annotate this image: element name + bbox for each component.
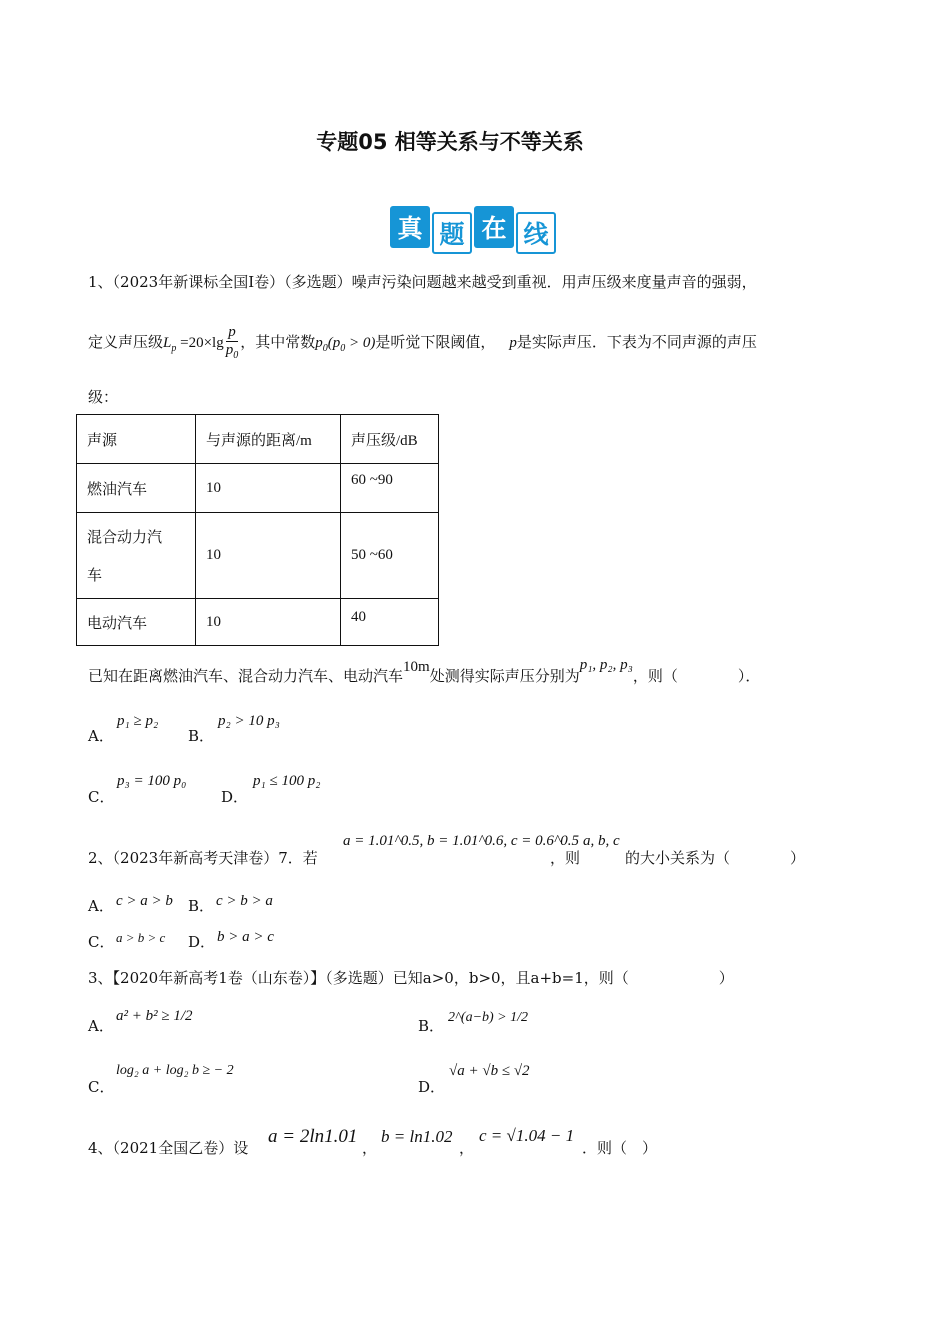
q1-option-b-label: B． — [188, 727, 215, 745]
badge-char-3: 在 — [474, 206, 514, 248]
q1-def-end: 是实际声压．下表为不同声源的声压 — [516, 333, 757, 351]
q1-def-mid2: 是听觉下限阈值， — [375, 333, 496, 351]
q3-option-b-label: B． — [418, 1017, 445, 1035]
table-row — [77, 415, 439, 464]
q2-end: 的大小关系为（ ） — [625, 849, 806, 867]
q1-def-cont: 级： — [88, 388, 119, 406]
q4-b-expr: b = ln1.02 — [381, 1127, 453, 1146]
table-row — [77, 464, 439, 513]
q1-p-var: p — [509, 335, 517, 351]
table-cell: 10 — [196, 599, 341, 646]
q1-formula-fraction: $\frac{p}{p_0}$ — [225, 324, 239, 361]
q2-vars: a, b, c — [583, 833, 620, 849]
q4-c-expr: c = √1.04 − 1 — [479, 1126, 575, 1145]
table-header-distance: 与声源的距离/m — [196, 415, 341, 464]
q1-option-d: p₁ ≤ 100 p₂ — [253, 773, 321, 789]
q3-option-c-label: C． — [88, 1078, 115, 1096]
q1-number: 1、 — [88, 273, 113, 291]
q1-formula-lp: $L_p$ — [163, 335, 177, 354]
q4-header: 4、（2021全国乙卷）设 — [88, 1139, 249, 1157]
q3-option-b: 2^(a−b) > 1/2 — [448, 1010, 529, 1025]
table-row — [77, 599, 439, 646]
q1-vars: p₁, p₂, p₃ — [579, 657, 633, 673]
q1-definition — [88, 322, 757, 369]
q4-end: ．则（ ） — [582, 1139, 658, 1157]
q3-header: 3、【2020年新高考1卷（山东卷）】（多选题）已知a>0，b>0，且a+b=1，则（ ） — [88, 969, 734, 987]
q1-table — [76, 414, 439, 646]
q2-option-c: a > b > c — [116, 930, 166, 945]
q4-sep-1: ， — [362, 1139, 378, 1157]
q3-option-a-label: A． — [88, 1017, 114, 1035]
q1-question: 已知在距离燃油汽车、混合动力汽车、电动汽车10m处测得实际声压分别为p₁, p₂, p₃，则（ ）． — [88, 657, 761, 685]
q2-option-b-label: B． — [188, 897, 215, 915]
q1-distance: 10m — [403, 659, 430, 675]
q2-option-d: b > a > c — [217, 929, 274, 945]
q3-option-d: √a + √b ≤ √2 — [449, 1063, 530, 1079]
q1-option-d-label: D． — [221, 788, 249, 806]
table-row — [77, 513, 439, 599]
table-cell: 10 — [196, 513, 341, 599]
q2-header: 2、（2023年新高考天津卷）7．若 — [88, 849, 318, 867]
table-cell: 40 — [341, 599, 439, 646]
q1-option-c: p₃ = 100 p₀ — [117, 773, 187, 789]
q1-header — [88, 271, 757, 292]
q1-const-cond: $(p_0 > 0)$ — [327, 335, 376, 354]
q4-sep-2: ， — [459, 1139, 475, 1157]
q2-option-c-label: C． — [88, 933, 115, 951]
q2-mid: ，则 — [550, 849, 581, 867]
q1-option-c-label: C． — [88, 788, 115, 806]
q1-const-p0: $p_0$ — [315, 335, 328, 354]
table-header-source: 声源 — [77, 415, 196, 464]
section-badge — [390, 206, 556, 256]
table-cell: 50 ~60 — [341, 513, 439, 599]
table-cell: 燃油汽车 — [77, 464, 196, 513]
badge-char-1: 真 — [390, 206, 430, 248]
q1-option-b: p₂ > 10 p₃ — [218, 713, 280, 729]
q1-def-mid: ，其中常数 — [240, 333, 316, 351]
page-title: 专题05 相等关系与不等关系 — [316, 130, 584, 154]
q1-formula-mid: =20×lg — [176, 335, 224, 351]
q2-option-d-label: D． — [188, 933, 216, 951]
table-header-level: 声压级/dB — [341, 415, 439, 464]
table-cell: 电动汽车 — [77, 599, 196, 646]
badge-char-2: 题 — [432, 212, 472, 254]
table-cell: 60 ~90 — [341, 464, 439, 513]
q3-option-a: a² + b² ≥ 1/2 — [116, 1008, 193, 1024]
q1-option-a: p₁ ≥ p₂ — [117, 713, 159, 729]
table-cell: 混合动力汽 车 — [77, 513, 196, 599]
table-cell: 10 — [196, 464, 341, 513]
badge-char-4: 线 — [516, 212, 556, 254]
q1-option-a-label: A． — [88, 727, 114, 745]
q2-option-a: c > a > b — [116, 893, 173, 909]
q1-def-prefix: 定义声压级 — [88, 333, 164, 351]
q2-option-b: c > b > a — [216, 893, 273, 909]
q2-expr: a = 1.01^0.5, b = 1.01^0.6, c = 0.6^0.5 — [343, 833, 580, 849]
q3-option-c: log₂ a + log₂ b ≥ − 2 — [116, 1063, 234, 1078]
q3-option-d-label: D． — [418, 1078, 446, 1096]
q4-a-expr: a = 2ln1.01 — [268, 1126, 358, 1147]
q2-option-a-label: A． — [88, 897, 114, 915]
q1-source: （2023年新课标全国Ⅰ卷）（多选题）噪声污染问题越来越受到重视．用声压级来度量声音的强弱， — [112, 273, 757, 291]
